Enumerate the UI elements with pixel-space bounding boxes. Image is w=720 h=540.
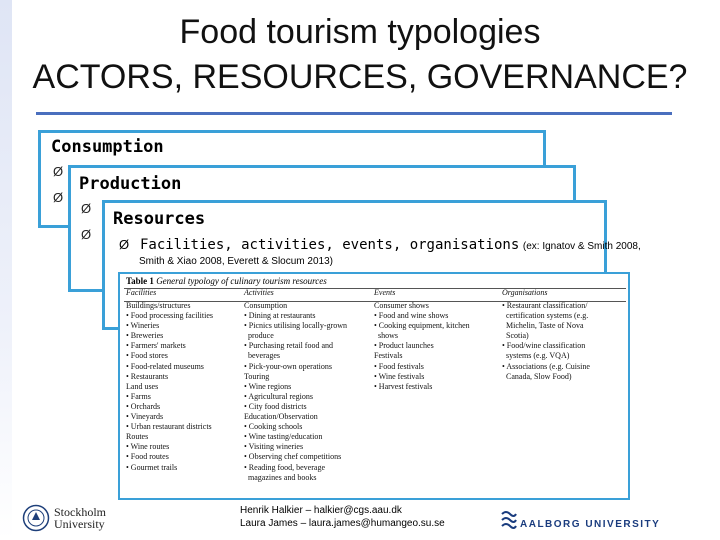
production-heading: Production [79,174,182,194]
stockholm-line1: Stockholm [54,505,107,519]
culinary-resources-table-figure [118,272,630,500]
table-column [126,288,213,473]
bullet-arrow-icon: Ø [53,190,64,205]
table-cell-line: • Food stores [126,351,168,361]
table-cell-line: • Gourmet trails [126,462,178,472]
footer-line2: Laura James – laura.james@humangeo.su.se [240,518,445,529]
footer-line1: Henrik Halkier – halkier@cgs.aau.dk [240,505,402,516]
bullet-arrow-icon: Ø [53,164,64,179]
table-cell-line: Michelin, Taste of Nova [502,321,584,331]
table-cell-line: • Food festivals [374,361,424,371]
table-column-header: Events [374,288,396,297]
table-cell-line: Education/Observation [244,412,318,422]
table-cell-line: • Dining at restaurants [244,311,316,321]
table-cell-line: magazines and books [244,472,317,482]
table-cell-line: • Visiting wineries [244,442,304,452]
resources-citation: (ex: Ignatov & Smith 2008, [522,241,641,252]
table-column-header: Activities [244,288,274,297]
table-cell-line: Land uses [126,381,159,391]
table-cell-line: • Cooking schools [244,422,303,432]
bullet-arrow-icon: Ø [81,227,92,242]
table-cell-line: • Wine tasting/education [244,432,323,442]
table-cell-line: • Cooking equipment, kitchen [374,321,470,331]
consumption-heading: Consumption [51,137,164,157]
table-cell-line: beverages [244,351,280,361]
table-cell-line: • Picnics utilising locally-grown [244,321,348,331]
table-cell-line: certification systems (e.g. [502,311,589,321]
table-cell-line: • Restaurant classification/ [502,301,588,310]
resources-citation-cont: Smith & Xiao 2008, Everett & Slocum 2013) [139,256,333,267]
table-cell-line: • Food and wine shows [374,311,449,321]
table-cell-line: • Farmers' markets [126,341,186,351]
table-cell-line: • Wine festivals [374,371,425,381]
table-caption [126,276,327,286]
resources-item-text: Facilities, activities, events, organisations [139,237,520,253]
table-cell-line: • Breweries [126,331,164,341]
table-column-header: Facilities [126,288,157,297]
table-cell-line: • Food routes [126,452,169,462]
table-cell-line: • Harvest festivals [374,381,433,391]
table-caption-text: General typology of culinary tourism resources [156,276,327,286]
table-cell-line: • Reading food, beverage [244,462,325,472]
table-cell-line: • Orchards [126,401,161,411]
slide-title-line2: ACTORS, RESOURCES, GOVERNANCE? [32,58,688,96]
table-cell-line: • Food-related museums [126,361,204,371]
table-cell-line: • Purchasing retail food and [244,341,333,351]
stockholm-line2: University [54,517,105,531]
table-cell-line: • Food processing facilities [126,311,214,321]
table-column [374,288,470,392]
table-cell-line: Touring [244,371,270,381]
stockholm-university-seal-icon [22,504,50,532]
table-column [502,288,590,382]
table-cell-line: systems (e.g. VQA) [502,351,570,361]
bullet-arrow-icon: Ø [119,237,130,252]
table-cell-line: Buildings/structures [126,301,191,310]
table-cell-line: • City food districts [244,401,307,411]
resources-bullet [119,237,641,255]
bullet-arrow-icon: Ø [81,201,92,216]
table-column [244,288,347,483]
aalborg-wave-icon [500,508,518,537]
table-cell-line: • Urban restaurant districts [126,422,212,432]
table-cell-line: Routes [126,432,149,442]
footer-contacts [240,504,445,530]
title-underline [36,112,672,115]
stockholm-university-logo-text [54,506,106,530]
table-cell-line: • Agricultural regions [244,391,314,401]
table-column-header: Organisations [502,288,548,297]
table-cell-line: Festivals [374,351,403,361]
table-cell-line: • Pick-your-own operations [244,361,332,371]
table-cell-line: • Farms [126,391,151,401]
table-cell-line: Scotia) [502,331,529,341]
table-cell-line: Consumer shows [374,301,429,310]
resources-heading: Resources [113,209,206,229]
table-cell-line: • Wineries [126,321,160,331]
table-cell-line: • Associations (e.g. Cuisine [502,361,590,371]
aalborg-university-logo-text: AALBORG UNIVERSITY [520,519,661,530]
table-cell-line: • Product launches [374,341,434,351]
table-cell-line: • Observing chef competitions [244,452,342,462]
table-cell-line: produce [244,331,274,341]
table-cell-line: • Vineyards [126,412,164,422]
table-cell-line: Canada, Slow Food) [502,371,572,381]
slide-title-line1: Food tourism typologies [179,13,541,51]
table-cell-line: • Food/wine classification [502,341,586,351]
table-caption-label: Table 1 [126,276,154,286]
table-cell-line: • Wine regions [244,381,292,391]
table-cell-line: • Restaurants [126,371,169,381]
table-cell-line: shows [374,331,399,341]
table-cell-line: Consumption [244,301,288,310]
table-cell-line: • Wine routes [126,442,170,452]
